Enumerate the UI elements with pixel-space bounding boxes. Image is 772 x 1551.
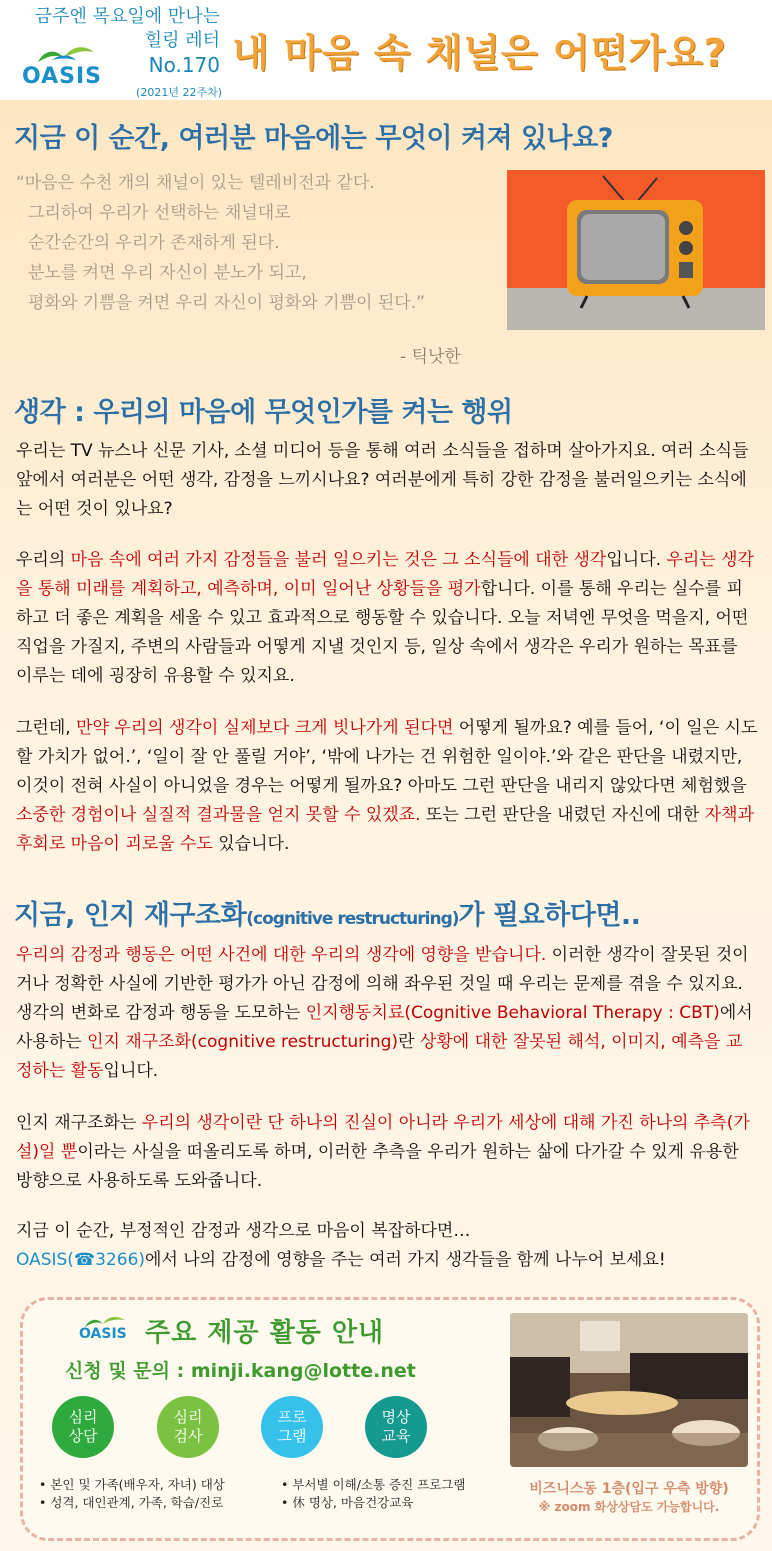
header-line2: 힐링 레터 <box>144 30 220 51</box>
highlight-text: 우리의 감정과 행동은 어떤 사건에 대한 우리의 생각에 영향을 받습니다. <box>16 945 547 965</box>
text-span: 또는 그런 판단을 내렸던 자신에 대한 <box>420 805 705 825</box>
section2-paragraph3 <box>16 714 758 859</box>
oasis-logo-small <box>79 1314 137 1346</box>
header-line1: 금주엔 목요일에 만나는 <box>34 6 220 27</box>
text-span: 이라는 사실을 떠올리도록 하며, 이러한 추측을 우리가 원하는 삶에 다가갈 수 있게 유용한 방향으로 사용하도록 도와줍니다. <box>16 1142 739 1191</box>
oasis-phone: OASIS(☎3266) <box>16 1250 146 1270</box>
text-span: 에서 나의 감정에 영향을 주는 여러 가지 생각들을 함께 나누어 보세요! <box>145 1250 666 1270</box>
leaf-icon <box>30 44 100 66</box>
section3-paragraph1 <box>16 941 758 1086</box>
highlight-text: 상황에 대한 잘못된 해석, 이미지, 예측을 교정하는 활동 <box>16 1032 743 1081</box>
section2-paragraph1: 우리는 TV 뉴스나 신문 기사, 소셜 미디어 등을 통해 여러 소식들을 접하며 살아가지요. 여러 소식들 앞에서 여러분은 어떤 생각, 감정을 느끼시나요? 여러분에게 특히 강한 감정을 불러일으키는 소식에는 어떤 것이 있나요? <box>16 441 749 519</box>
text-span: 어떻게 될까요? 예를 들어, ‘이 일은 시도할 가치가 없어.’, ‘일이 잘 안 풀릴 거야’, ‘밖에 나가는 건 위험한 일이야.’와 같은 판단을 내렸지만, 이것이 전혀 사실이 아니었을 경우는 어떻게 될까요? 아마도 그런 판단을 내리지 않았다면 체험했을 <box>16 718 758 796</box>
text-span: 입니다. <box>103 1061 159 1081</box>
logo-text: OASIS <box>79 1326 127 1342</box>
title-part: 지금, 인지 재구조화 <box>14 900 247 931</box>
text-span: 에서 사용하는 <box>16 1003 753 1052</box>
highlight-text: 인지 재구조화(cognitive restructuring) <box>87 1032 399 1052</box>
service-counseling <box>52 1396 114 1458</box>
service-label: 명상 교육 <box>381 1408 411 1445</box>
bullet-item: • 성격, 대인관계, 가족, 학습/진로 <box>39 1495 224 1510</box>
highlight-text: 소중한 경험이나 실질적 결과물을 얻지 못할 수 있겠죠. <box>16 805 421 825</box>
service-label: 심리 상담 <box>68 1408 98 1445</box>
section3-paragraph3 <box>16 1217 758 1275</box>
service-testing <box>157 1396 219 1458</box>
zoom-note: ※ zoom 화상상담도 가능합니다. <box>538 1500 720 1514</box>
service-label: 심리 검사 <box>173 1408 203 1445</box>
text-span: 합니다. 이를 통해 우리는 실수를 피하고 더 좋은 계획을 세울 수 있고 효과적으로 행동할 수 있습니다. 오늘 저녁엔 무엇을 먹을지, 어떤 직업을 가질지, 주변의 사람들과 어떻게 지낼 것인지 등, 일상 속에서 생각은 우리가 원하는 목표를 이루는 데에 굉장히 유용할 수 있지요. <box>16 579 749 686</box>
title-part-english: (cognitive restructuring) <box>246 909 459 929</box>
section3-paragraph2 <box>16 1109 758 1196</box>
quote-line: 분노를 켜면 우리 자신이 분노가 되고, <box>28 263 307 283</box>
title-part: 가 필요하다면.. <box>458 900 641 931</box>
text-span: 이러한 생각이 잘못된 것이거나 정확한 사실에 기반한 평가가 아닌 감정에 의해 좌우된 것일 때 우리는 문제를 겪을 수 있지요. 생각의 변화로 감정과 행동을 도모하는 <box>16 945 749 1023</box>
highlight-text: 만약 우리의 생각이 실제보다 크게 빗나가게 된다면 <box>76 718 454 738</box>
bullet-item: • 부서별 이해/소통 증진 프로그램 <box>281 1477 466 1492</box>
service-label: 프로 그램 <box>277 1408 307 1445</box>
bullet-item: • 休 명상, 마음건강교육 <box>281 1495 414 1510</box>
header <box>0 0 772 100</box>
retro-tv-image <box>507 170 765 330</box>
text-span: 그런데, <box>16 718 77 738</box>
text-line: 지금 이 순간, 부정적인 감정과 생각으로 마음이 복잡하다면… <box>16 1221 471 1241</box>
text-span: 입니다. <box>606 550 667 570</box>
bullet-item: • 본인 및 가족(배우자, 자녀) 대상 <box>39 1477 225 1492</box>
issue-week: (2021년 22주차) <box>136 86 222 99</box>
quote-line: 평화와 기쁨을 켜면 우리 자신이 평화와 기쁨이 된다.” <box>28 293 425 313</box>
services-box <box>20 1297 760 1541</box>
service-program <box>261 1396 323 1458</box>
quote-block <box>16 168 486 318</box>
oasis-logo <box>22 44 102 92</box>
highlight-text: 우리는 생각을 통해 미래를 계획하고, 예측하며, 이미 일어난 상황들을 평가 <box>16 550 754 599</box>
issue-number: No.170 <box>148 53 220 77</box>
quote-line: 순간순간의 우리가 존재하게 된다. <box>28 233 280 253</box>
section3-title <box>14 893 640 932</box>
counseling-room-photo <box>510 1313 748 1467</box>
section2-paragraph2 <box>16 546 758 691</box>
logo-text: OASIS <box>22 64 103 89</box>
highlight-text: 인지행동치료(Cognitive Behavioral Therapy : CBT) <box>305 1003 720 1023</box>
services-title: 주요 제공 활동 안내 <box>145 1318 385 1348</box>
main-title: 내 마음 속 채널은 어떤가요? <box>232 31 727 75</box>
section2-title: 생각 : 우리의 마음에 무엇인가를 켜는 행위 <box>14 397 513 428</box>
text-span: 란 <box>398 1032 420 1052</box>
highlight-text: 자책과 후회로 마음이 괴로울 수도 <box>16 805 754 854</box>
text-span: 있습니다. <box>212 834 290 854</box>
highlight-text: 마음 속에 여러 가지 감정들을 불러 일으키는 것은 그 소식들에 대한 생각 <box>70 550 607 570</box>
contact-email: 신청 및 문의 : minji.kang@lotte.net <box>65 1360 416 1382</box>
quote-line: 그리하여 우리가 선택하는 채널대로 <box>28 203 291 223</box>
quote-author: - 틱낫한 <box>400 347 461 367</box>
highlight-text: 우리의 생각이란 단 하나의 진실이 아니라 우리가 세상에 대해 가진 하나의 추측(가설)일 뿐 <box>16 1113 750 1162</box>
text-span: 인지 재구조화는 <box>16 1113 142 1133</box>
text-span: 우리의 <box>16 550 71 570</box>
location-text: 비즈니스동 1층(입구 우측 방향) <box>529 1481 729 1497</box>
quote-line: “마음은 수천 개의 채널이 있는 텔레비전과 같다. <box>16 173 375 193</box>
service-meditation <box>365 1396 427 1458</box>
section1-title: 지금 이 순간, 여러분 마음에는 무엇이 켜져 있나요? <box>14 123 613 154</box>
